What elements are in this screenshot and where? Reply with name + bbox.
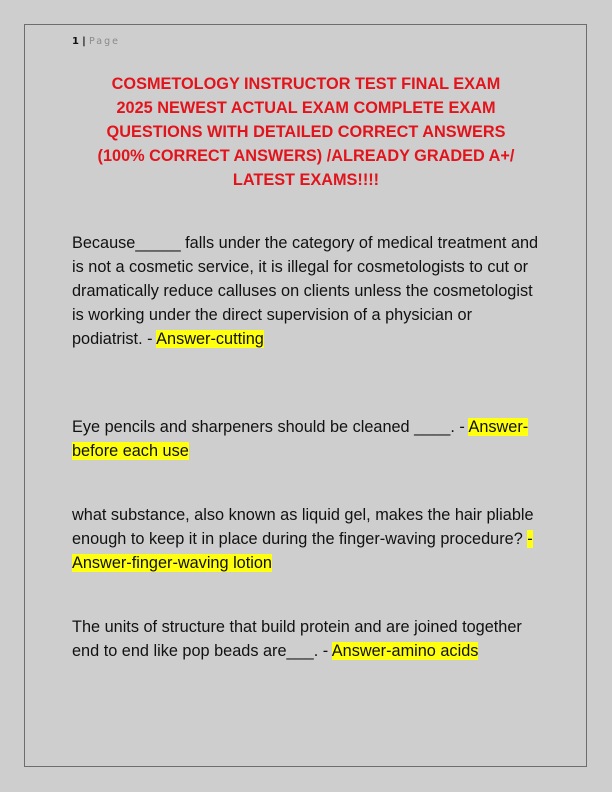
title-line: QUESTIONS WITH DETAILED CORRECT ANSWERS	[106, 123, 506, 141]
answer-text: Answer-before each use	[72, 418, 529, 460]
question-text: what substance, also known as liquid gel, makes the hair pliable enough to keep it in place during the finger-waving procedure?	[72, 506, 534, 548]
question-text: Because_____ falls under the category of medical treatment and is not a cosmetic service, it is illegal for cosmetologists to cut or dramatically reduce calluses on clients unless the cosmetologist is working under the direct supervision of a physician or podiatrist. -	[72, 234, 539, 348]
qa-item	[72, 615, 542, 663]
qa-item	[72, 231, 542, 351]
question-text: Eye pencils and sharpeners should be cleaned ____. -	[72, 418, 469, 436]
answer-text: - Answer-finger-waving lotion	[72, 530, 533, 572]
page-separator: |	[82, 36, 86, 47]
answer-text: Answer-amino acids	[331, 642, 479, 660]
question-text: The units of structure that build protein and are joined together end to end like pop beads are___. -	[72, 618, 522, 660]
qa-item	[72, 503, 542, 575]
page-number: 1	[72, 36, 79, 47]
answer-text: Answer-cutting	[156, 330, 264, 348]
title-line: 2025 NEWEST ACTUAL EXAM COMPLETE EXAM	[116, 99, 496, 117]
document-title	[60, 72, 552, 192]
title-line: (100% CORRECT ANSWERS) /ALREADY GRADED A+/	[97, 147, 515, 165]
title-line: COSMETOLOGY INSTRUCTOR TEST FINAL EXAM	[111, 75, 501, 93]
title-line: LATEST EXAMS!!!!	[232, 171, 380, 189]
page-label: Page	[89, 36, 120, 47]
qa-item	[72, 415, 542, 463]
page-number-header	[72, 36, 120, 47]
